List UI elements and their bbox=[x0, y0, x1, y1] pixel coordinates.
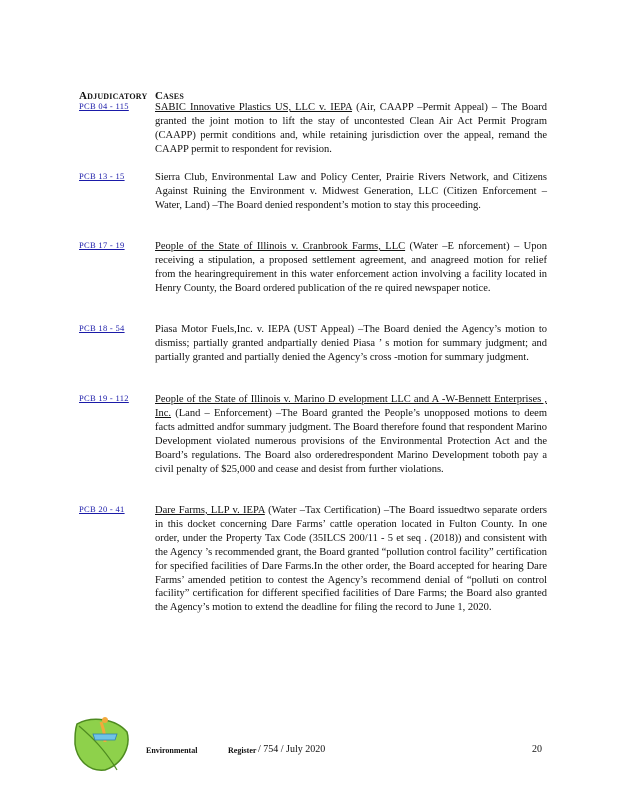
case-text: (Air, CAAPP –Permit Appeal) – The Board granted the joint motion to lift the stay of uncontested Clean Air Act Permit Program (CAAPP) permit conditions and, while retaining jurisdiction over the appeal, remand the CAAPP permit to respondent for revision. bbox=[155, 102, 548, 155]
case-summary bbox=[155, 393, 547, 476]
header-left-initial: A bbox=[79, 90, 88, 102]
header-right-initial: C bbox=[155, 90, 164, 102]
case-title[interactable]: Dare Farms, LLP v. IEPA bbox=[155, 505, 265, 516]
case-text: (Water –Tax Certification) –The Board issuedtwo separate orders in this docket concerning Dare Farms’ cattle operation located in Fulton County. In one order, under the Property Tax Code (35ILCS 200/11 - 5 et seq . (2018)) and consistent with the Agency ’s recommended grant, the Board granted “pollution control facility” certification for specified facilities of Dare Farms.In the other order, the Board accepted for hearing Dare Farms’ amended petition to contest the Agency’s recommend denial of “polluti on control facility” certification for different specified facilities of Dare Farms; the Board also granted the Agency’s motion to extend the deadline for filing the record to June 1, 2020. bbox=[155, 505, 547, 614]
case-title[interactable]: SABIC Innovative Plastics US, LLC v. IEPA bbox=[155, 102, 353, 113]
case-number-link[interactable]: PCB 18 - 54 bbox=[79, 323, 125, 333]
case-number-link[interactable]: PCB 17 - 19 bbox=[79, 240, 125, 250]
case-number-link[interactable]: PCB 19 - 112 bbox=[79, 393, 129, 403]
case-number-link[interactable]: PCB 13 - 15 bbox=[79, 171, 125, 181]
footer-register: Register bbox=[228, 746, 257, 755]
case-text: Sierra Club, Environmental Law and Policy Center, Prairie Rivers Network, and Citizens Against Ruining the Environment v. Midwest Generation, LLC (Citizen Enforcement – Water, Land) –The Board denied respondent’s motion to stay this proceeding. bbox=[155, 172, 547, 211]
case-summary bbox=[155, 504, 547, 615]
case-text: (Water –E nforcement) – Upon receiving a stipulation, a proposed settlement agreement, and anagreed motion for relief from the hearingrequirement in this water enforcement action involving a facility located in Henry County, the Board ordered publication of the re quired newspaper notice. bbox=[155, 241, 547, 294]
case-summary bbox=[155, 101, 547, 157]
header-left-rest: DJUDICATORY bbox=[87, 92, 148, 101]
header-right-rest: ASES bbox=[163, 92, 184, 101]
case-summary bbox=[155, 323, 547, 365]
case-number-link[interactable]: PCB 20 - 41 bbox=[79, 504, 125, 514]
case-text: (Land – Enforcement) –The Board granted the People’s unopposed motions to deem facts admitted andfor summary judgment. The Board therefore found that respondent Marino Development violated numerous provisions of the Environmental Protection Act and the Board’s regulations. The Board also orderedrespondent Marino Development toboth pay a civil penalty of $25,000 and cease and desist from further violations. bbox=[155, 407, 547, 475]
case-title[interactable]: People of the State of Illinois v. Marino D evelopment LLC and A -W-Bennett Enterprises , Inc. bbox=[155, 394, 547, 419]
environmental-register-logo bbox=[71, 712, 135, 774]
case-summary bbox=[155, 171, 547, 213]
case-title[interactable]: People of the State of Illinois v. Cranbrook Farms, LLC bbox=[155, 241, 406, 252]
case-number-link[interactable]: PCB 04 - 115 bbox=[79, 101, 129, 111]
footer-page-number: 20 bbox=[532, 744, 542, 755]
footer-publication: Environmental bbox=[146, 746, 198, 755]
case-summary bbox=[155, 240, 547, 296]
footer-issue: / 754 / July 2020 bbox=[258, 744, 326, 755]
case-text: Piasa Motor Fuels,Inc. v. IEPA (UST Appeal) –The Board denied the Agency’s motion to dismiss; partially granted andpartially denied Piasa ’ s motion for summary judgment; and partially granted and partially denied the Agency’s cross -motion for summary judgment. bbox=[155, 324, 547, 363]
